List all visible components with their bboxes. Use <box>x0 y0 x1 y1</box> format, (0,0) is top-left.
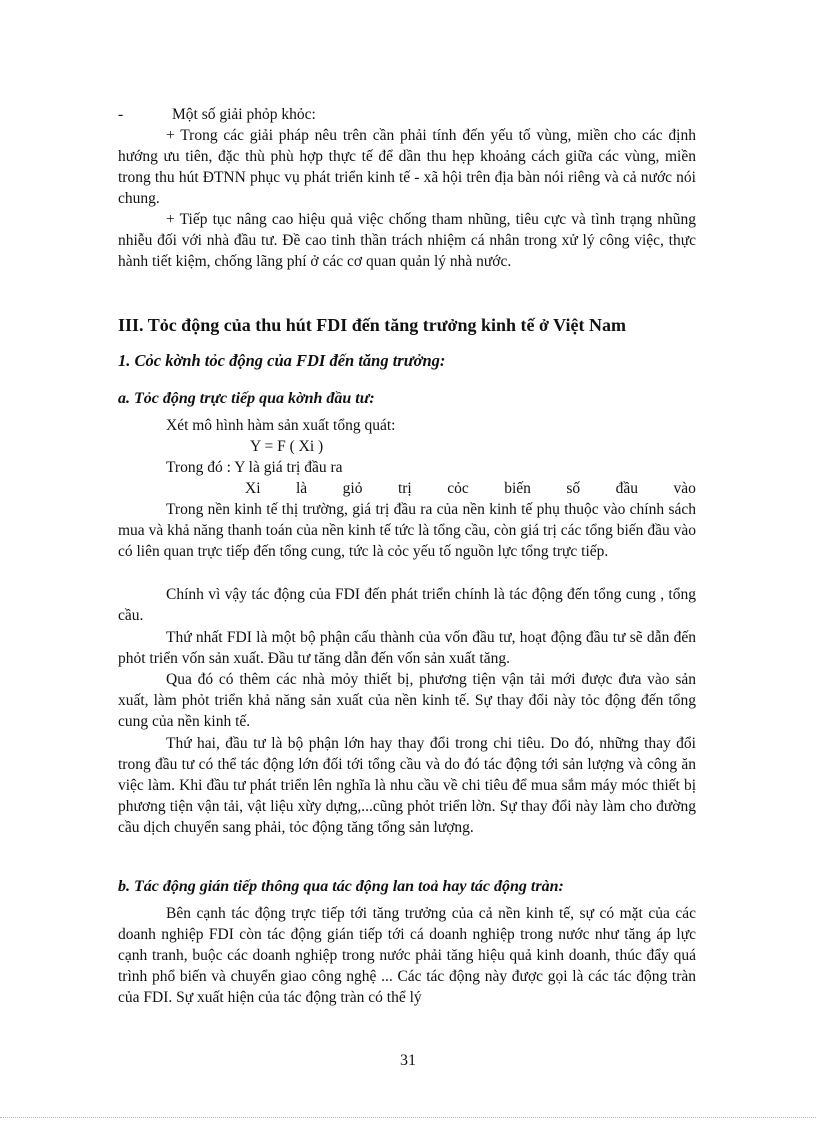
part-b-heading: b. Tác động gián tiếp thông qua tác động lan toả hay tác động tràn: <box>118 878 564 895</box>
xi-word: số <box>566 480 581 497</box>
section-heading: III. Tỏc động của thu hút FDI đến tăng trưởng kinh tế ở Việt Nam <box>118 315 626 335</box>
model-intro: Xét mô hình hàm sản xuất tổng quát: <box>166 417 396 434</box>
xi-word: là <box>295 480 308 497</box>
xi-word: đầu <box>615 480 639 497</box>
measure-item-2: + Tiếp tục nâng cao hiệu quả việc chống tham nhũng, tiêu cực và tình trạng nhũng nhiễu đối với nhà đầu tư. Đề cao tinh thần trách nhiệm cá nhân trong xử lý công việc, thực hành tiết kiệm, chống lãng phí ở các cơ quan quản lý nhà nước. <box>118 211 696 270</box>
part-b-paragraph-1: Bên cạnh tác động trực tiếp tới tăng trưởng của cả nền kinh tế, sự có mặt của các doanh nghiệp FDI còn tác động gián tiếp tới cá doanh nghiệp trong nước như tăng áp lực cạnh tranh, buộc các doanh nghiệp trong nước phải tăng hiệu quả kinh doanh, thúc đẩy quá trình phổ biến và chuyển giao công nghệ ... Các tác động này được gọi là các tác động tràn của FDI. Sự xuất hiện của tác động tràn có thể lý <box>118 905 696 1006</box>
part-a-paragraph-2: Chính vì vậy tác động của FDI đến phát triển chính là tác động đến tổng cung , tổng cầu. <box>118 586 696 624</box>
page-number: 31 <box>400 1052 416 1069</box>
xi-word: giỏ <box>342 480 363 497</box>
part-a-paragraph-1: Trong nền kinh tế thị trường, giá trị đầu ra của nền kinh tế phụ thuộc vào chính sách mua và khả năng thanh toán của nền kinh tế tức là tổng cầu, còn giá trị các tổng biến đầu vào có liên quan trực tiếp đến tổng cung, tức là cỏc yếu tố nguồn lực tổng trực tiếp. <box>118 501 696 560</box>
subsection-heading: 1. Cỏc kờnh tỏc động của FDI đến tăng trưởng: <box>118 351 446 370</box>
xi-word: Xi <box>245 480 261 497</box>
production-function-formula: Y = F ( Xi ) <box>250 438 324 455</box>
xi-word: cỏc <box>447 480 469 497</box>
part-a-paragraph-5: Thứ hai, đầu tư là bộ phận lớn hay thay đổi trong chi tiêu. Do đó, những thay đổi trong đầu tư có thể tác động lớn đối tới tổng cầu và do đó tác động tới sản lượng và công ăn việc làm. Khi đầu tư phát triển lên nghĩa là nhu cầu về chi tiêu để mua sắm máy móc thiết bị phương tiện vận tải, vật liệu xừy dựng,...cũng phỏt triển lờn. Sự thay đổi này làm cho đường cầu dịch chuyển sang phải, tỏc động tăng tổng sản lượng. <box>118 735 696 836</box>
measures-title: Một số giải phỏp khỏc: <box>172 106 316 123</box>
xi-word: vào <box>673 480 696 497</box>
where-line: Trong đó : Y là giá trị đầu ra <box>166 459 343 476</box>
xi-word: biến <box>504 480 531 497</box>
part-a-paragraph-3: Thứ nhất FDI là một bộ phận cấu thành của vốn đầu tư, hoạt động đầu tư sẽ dẫn đến phỏt triển vốn sản xuất. Đầu tư tăng dẫn đến vốn sản xuất tăng. <box>118 629 696 667</box>
part-a-paragraph-4: Qua đó có thêm các nhà mỏy thiết bị, phương tiện vận tải mới được đưa vào sản xuất, làm phỏt triển khả năng sản xuất của nền kinh tế. Sự thay đổi này tỏc động đến tổng cung của nền kinh tế. <box>118 671 696 730</box>
xi-word: trị <box>397 480 412 497</box>
page-bottom-border <box>0 1117 816 1118</box>
measure-item-1: + Trong các giải pháp nêu trên cần phải tính đến yếu tố vùng, miền cho các định hướng ưu tiên, đặc thù phù hợp thực tế để dần thu hẹp khoảng cách giữa các vùng, miền trong thu hút ĐTNN phục vụ phát triển kinh tế - xã hội trên địa bàn nói riêng và cả nước nói chung. <box>118 127 696 207</box>
part-a-heading: a. Tỏc động trực tiếp qua kờnh đầu tư: <box>118 390 375 407</box>
bullet-dash: - <box>118 106 124 123</box>
xi-definition <box>245 478 696 499</box>
